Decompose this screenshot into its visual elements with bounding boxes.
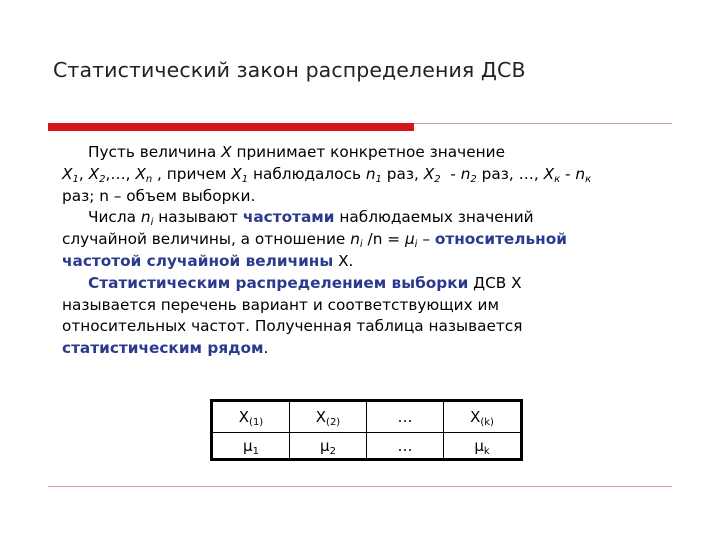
title-accent-bar — [48, 123, 414, 131]
subscript: 2 — [99, 173, 106, 185]
text: , — [78, 164, 89, 183]
table-row-values — [212, 401, 522, 433]
text: раз, …, — [476, 164, 544, 183]
text: – — [417, 230, 435, 249]
subscript: i — [150, 217, 154, 229]
var: X — [62, 164, 73, 183]
subscript: i — [414, 239, 418, 251]
slide-body — [62, 142, 674, 360]
subscript: 1 — [72, 173, 79, 185]
var: X — [135, 164, 146, 183]
text: - — [560, 164, 576, 183]
text: /n = — [362, 230, 405, 249]
text: ДСВ X — [468, 273, 522, 292]
para2-line2 — [62, 229, 674, 251]
var: X — [543, 164, 555, 183]
subscript: 2 — [470, 173, 477, 185]
term-statistical-distribution: Статистическим распределением выборки — [88, 273, 469, 292]
para2-line1 — [62, 207, 674, 229]
para3-line4 — [62, 338, 674, 360]
var: n — [140, 208, 151, 227]
para3-line2: называется перечень вариант и соответствующих им — [62, 295, 500, 314]
subscript: n — [145, 173, 153, 185]
para2-line3 — [62, 251, 674, 273]
text: ,…, — [105, 164, 136, 183]
subscript: 1 — [375, 173, 382, 185]
table-cell: $X_{(2)}$ — [290, 401, 367, 433]
table-cell: $X_{(1)}$ — [212, 401, 290, 433]
var: n — [350, 230, 360, 249]
subscript: к — [554, 173, 561, 185]
table-cell: $\mu_2$ — [290, 433, 367, 460]
term-frequencies: частотами — [242, 208, 335, 227]
para1-line3: раз; n – объем выборки. — [62, 186, 256, 205]
var: n — [575, 164, 586, 183]
text: X. — [333, 251, 354, 270]
text: . — [263, 339, 269, 358]
table-row-frequencies — [212, 433, 522, 460]
table-cell: $X_{(k)}$ — [444, 401, 522, 433]
subscript: i — [359, 239, 363, 251]
text: , причем — [152, 164, 232, 183]
text: называют — [153, 208, 243, 227]
table-cell: $\mu_1$ — [212, 433, 290, 460]
var: X — [231, 164, 242, 183]
table-cell: $\mu_k$ — [444, 433, 522, 460]
subscript: к — [585, 173, 592, 185]
text: принимает конкретное значение — [231, 143, 505, 161]
var: n — [365, 164, 376, 183]
text: Пусть величина — [88, 143, 222, 161]
para3-line1 — [62, 273, 674, 295]
slide-title: Статистический закон распределения ДСВ — [53, 58, 526, 82]
para3-line3: относительных частот. Полученная таблица называется — [62, 317, 523, 336]
para1-line2 — [62, 164, 674, 186]
text: Числа — [88, 208, 141, 227]
statistical-series-table — [210, 399, 523, 461]
text: случайной величины, а отношение — [62, 230, 351, 249]
text: наблюдалось — [248, 164, 366, 183]
table-cell: … — [367, 401, 444, 433]
subscript: 2 — [434, 173, 441, 185]
var-x: X — [221, 143, 232, 161]
text: раз, — [381, 164, 424, 183]
term-relative: относительной — [434, 230, 567, 249]
var: μ — [404, 230, 415, 249]
subscript: 1 — [241, 173, 249, 185]
text: - — [440, 164, 461, 183]
term-relative-frequency: частотой случайной величины — [62, 251, 334, 270]
para1-line1 — [62, 142, 674, 164]
table-cell: … — [367, 433, 444, 460]
term-statistical-series: статистическим рядом — [62, 339, 264, 358]
text: наблюдаемых значений — [334, 208, 534, 227]
var: X — [423, 164, 435, 183]
var: X — [88, 164, 100, 183]
var: n — [460, 164, 471, 183]
footer-rule — [48, 486, 672, 487]
